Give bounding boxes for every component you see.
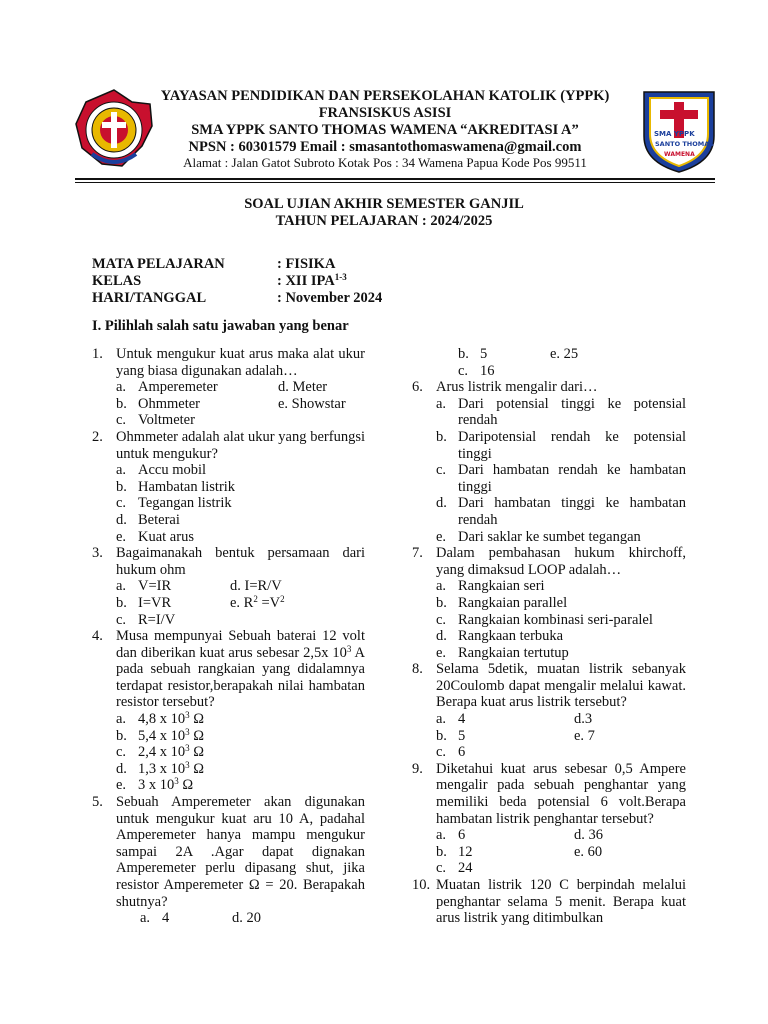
question-4: 4. Musa mempunyai Sebuah baterai 12 volt dan diberikan kuat arus sebesar 2,5x $10^3$ A pada sebuah rangkaian yang didalamnya terdapat resistor,berapakah nilai hambatan resistor tersebut? — [92, 628, 365, 711]
option-row: b. 12 e. 60 — [436, 843, 603, 860]
date-value: : November 2024 — [277, 290, 383, 306]
option-row: b. Ohmmeter e. Showstar — [116, 395, 346, 412]
option: d. 1,3 x $10^3$ Ω — [116, 759, 205, 777]
question-3: 3. Bagaimanakah bentuk persamaan dari hukum ohm — [92, 545, 365, 578]
question-7: 7. Dalam pembahasan hukum khirchoff, yang dimaksud LOOP adalah… — [412, 545, 686, 578]
option: d. Rangkaan terbuka — [436, 628, 564, 645]
question-8: 8. Selama 5detik, muatan listrik sebanyak 20Coulomb dapat mengalir melalui kawat. Berapa kuat arus listrik tersebut? — [412, 661, 686, 711]
option: b. 5,4 x $10^3$ Ω — [116, 726, 205, 744]
header-foundation: YAYASAN PENDIDIKAN DAN PERSEKOLAHAN KATOLIK (YPPK) — [160, 88, 610, 104]
header-rule-thick — [75, 178, 715, 180]
option: d. Dari hambatan tinggi ke hambatan rendah — [436, 495, 686, 528]
exam-title: SOAL UJIAN AKHIR SEMESTER GANJIL — [244, 196, 524, 212]
option: c. 6 — [436, 744, 466, 761]
question-1: 1. Untuk mengukur kuat arus maka alat ukur yang biasa digunakan adalah… — [92, 346, 365, 379]
option: e. Kuat arus — [116, 528, 194, 545]
questions-right-column — [412, 346, 686, 927]
section-instruction: I. Pilihlah salah satu jawaban yang benar — [92, 318, 349, 334]
header-address: Alamat : Jalan Gatot Subroto Kotak Pos : 34 Wamena Papua Kode Pos 99511 — [183, 155, 587, 170]
option: a. Accu mobil — [116, 462, 207, 479]
school-shield-logo — [640, 88, 718, 174]
class-label: KELAS — [92, 273, 142, 289]
option-row: a. 4 d.3 — [436, 711, 593, 728]
exam-year: TAHUN PELAJARAN : 2024/2025 — [275, 213, 493, 229]
option-row: a. 4 d. 20 — [140, 910, 261, 927]
option-row: b. 5 e. 25 — [458, 346, 579, 362]
question-10: 10. Muatan listrik 120 C berpindah melalui penghantar selama 5 menit. Berapa kuat arus listrik yang ditimbulkan — [412, 877, 686, 927]
option: b. Hambatan listrik — [116, 478, 236, 495]
header-rule-thin — [75, 182, 715, 183]
subject-value: : FISIKA — [277, 256, 336, 272]
option: c. Dari hambatan rendah ke hambatan tinggi — [436, 462, 686, 495]
option: a. Rangkaian seri — [436, 578, 545, 595]
option-row: a. 6 d. 36 — [436, 827, 603, 844]
option-row: a. Amperemeter d. Meter — [116, 379, 328, 396]
header-fransiskus: FRANSISKUS ASISI — [318, 105, 452, 121]
option: a. 4,8 x $10^3$ Ω — [116, 710, 205, 728]
questions-left-column — [92, 346, 365, 927]
option: c. R=I/V — [116, 611, 176, 628]
question-5: 5. Sebuah Amperemeter akan digunakan untuk mengukur kuat aru 10 A, padahal Amperemeter hanya mampu mengukur sampai 2A .Agar dapat dignakan Amperemeter perlu dipasang shut, jika resistor Amperemeter Ω = 20. Berapakah shutnya? — [92, 794, 365, 910]
option: c. Tegangan listrik — [116, 495, 232, 512]
question-6: 6. Arus listrik mengalir dari… — [412, 379, 598, 396]
option-row: a. V=IR d. I=R/V — [116, 578, 282, 595]
subject-label: MATA PELAJARAN — [92, 256, 225, 272]
option: e. Rangkaian tertutup — [436, 644, 569, 661]
option: b. Daripotensial rendah ke potensial tinggi — [436, 428, 686, 462]
option-row: b. I=VR e. $R^2 =V^2$ — [116, 593, 285, 611]
option-row: b. 5 e. 7 — [436, 727, 595, 744]
logo-text-3: WAMENA — [664, 151, 695, 158]
header-school: SMA YPPK SANTO THOMAS WAMENA “AKREDITASI A” — [191, 122, 579, 138]
option: e. Dari saklar ke sumbet tegangan — [436, 528, 641, 545]
class-value: : XII IPA$^{1-3}$ — [277, 272, 347, 289]
option: c. 16 — [458, 362, 495, 379]
date-label: HARI/TANGGAL — [92, 290, 207, 306]
option: b. Rangkaian parallel — [436, 594, 568, 611]
option: d. Beterai — [116, 511, 180, 528]
question-9: 9. Diketahui kuat arus sebesar 0,5 Ampere mengalir pada sebuah penghantar yang memiliki beda potensial 6 volt.Berapa hambatan listrik penghantar tersebut? — [412, 760, 686, 827]
question-2: 2. Ohmmeter adalah alat ukur yang berfungsi untuk mengukur? — [92, 428, 365, 462]
logo-text-2: SANTO THOMAS — [655, 140, 714, 148]
option: c. 24 — [436, 860, 473, 877]
option: e. 3 x $10^3$ Ω — [116, 776, 194, 794]
option: c. Voltmeter — [116, 412, 195, 429]
option: a. Dari potensial tinggi ke potensial rendah — [436, 395, 686, 429]
logo-text-1: SMA YPPK — [654, 130, 695, 138]
header-npsn-email: NPSN : 60301579 Email : smasantothomaswamena@gmail.com — [188, 139, 582, 155]
option: c. 2,4 x $10^3$ Ω — [116, 743, 205, 761]
option: c. Rangkaian kombinasi seri-paralel — [436, 611, 653, 628]
